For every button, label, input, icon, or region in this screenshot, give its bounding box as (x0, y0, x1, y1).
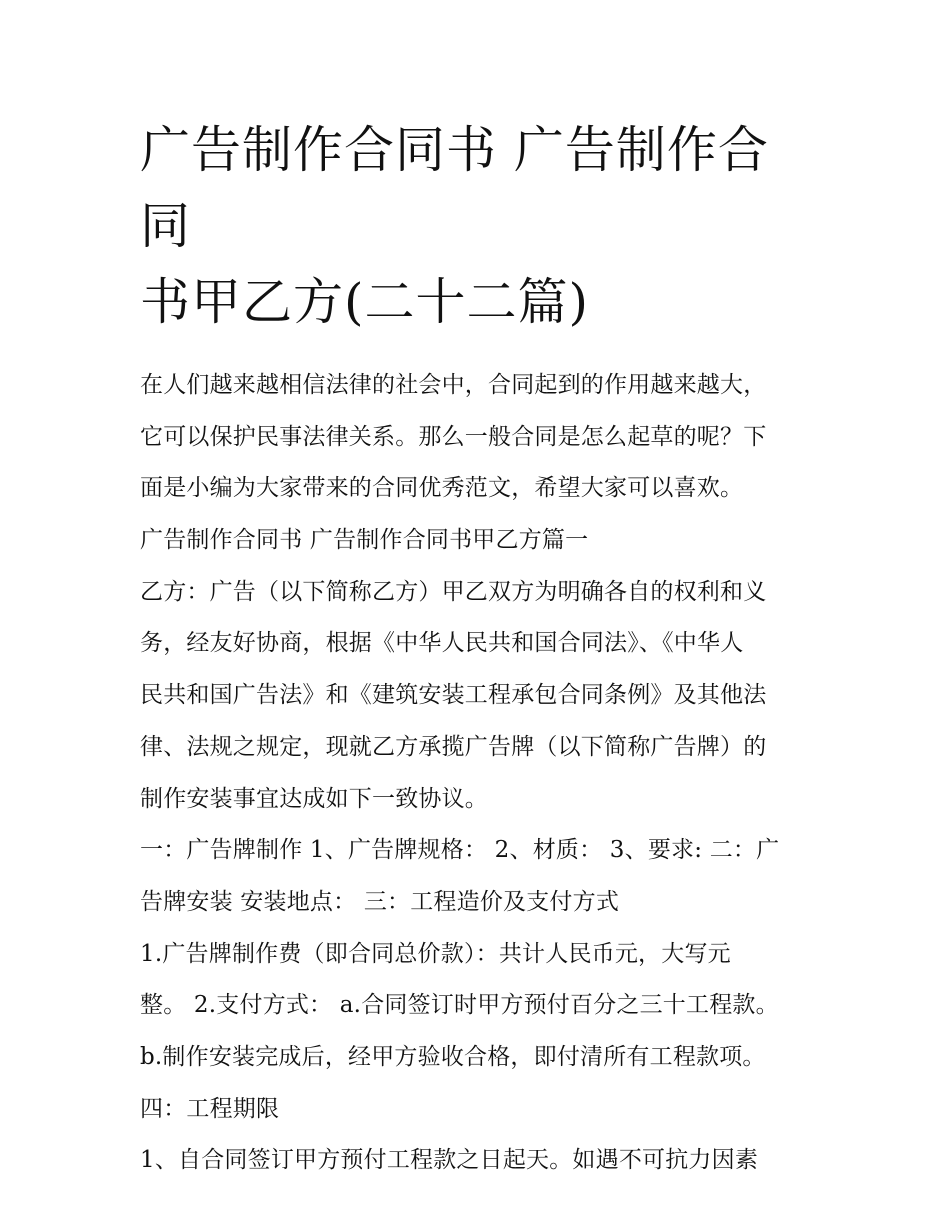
body-line: 律、法规之规定，现就乙方承揽广告牌（以下简称广告牌）的 (140, 733, 767, 760)
body-line: 整。 2.支付方式： a.合同签订时甲方预付百分之三十工程款。 (140, 992, 779, 1019)
body-line: 在人们越来越相信法律的社会中，合同起到的作用越来越大， (140, 372, 767, 398)
body-line: 四：工程期限 (140, 1095, 280, 1122)
body-line: 制作安装事宜达成如下一致协议。 (140, 785, 488, 812)
section-heading: 广告制作合同书 广告制作合同书甲乙方篇一 (140, 527, 589, 554)
document-title (140, 112, 816, 340)
body-line: 告牌安装 安装地点： 三：工程造价及支付方式 (140, 888, 620, 915)
body-line: 乙方：广告（以下简称乙方）甲乙双方为明确各自的权利和义 (140, 578, 767, 605)
document-page (140, 112, 816, 1187)
body-line: 民共和国广告法》和《建筑安装工程承包合同条例》及其他法 (140, 682, 767, 709)
body-line: 1.广告牌制作费（即合同总价款）：共计人民币元，大写元 (140, 940, 731, 967)
body-line: 面是小编为大家带来的合同优秀范文，希望大家可以喜欢。 (140, 475, 744, 502)
body-line: b.制作安装完成后，经甲方验收合格，即付清所有工程款项。 (140, 1043, 766, 1070)
body-line: 1、自合同签订甲方预付工程款之日起天。如遇不可抗力因素 (140, 1147, 759, 1174)
title-line: 广告制作合同书 广告制作合同 (140, 121, 769, 255)
body-line: 一：广告牌制作 1、广告牌规格： 2、材质： 3、要求: 二：广 (140, 837, 780, 864)
title-line: 书甲乙方(二十二篇) (140, 273, 590, 331)
body-line: 它可以保护民事法律关系。那么一般合同是怎么起草的呢？下 (140, 423, 767, 450)
document-body (140, 360, 816, 1187)
body-line: 务，经友好协商，根据《中华人民共和国合同法》、《中华人 (140, 630, 744, 657)
